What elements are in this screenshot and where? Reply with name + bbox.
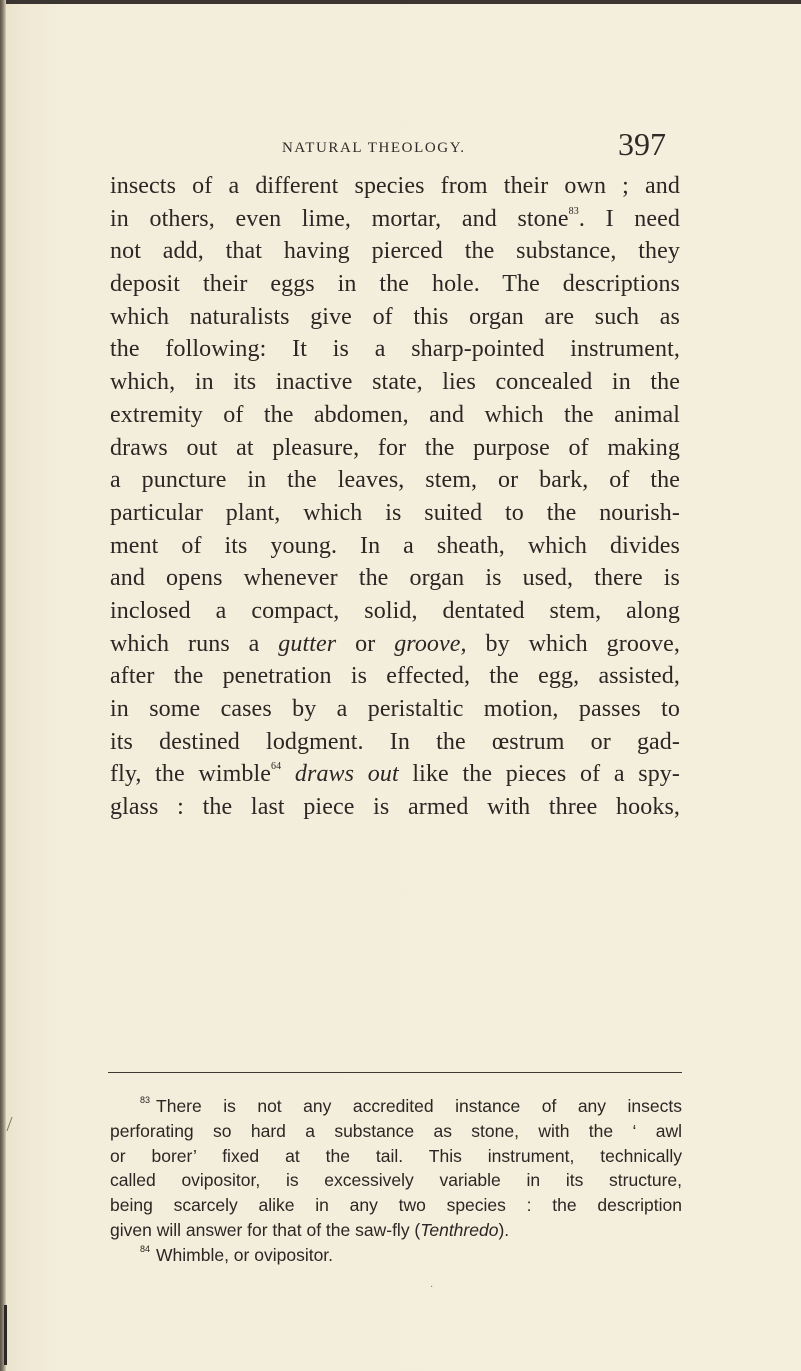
text-line: particular plant, which is suited to the nourish- bbox=[110, 499, 680, 526]
text-line: extremity of the abdomen, and which the animal bbox=[110, 401, 680, 428]
footnotes bbox=[110, 1094, 682, 1268]
text-line: which, in its inactive state, lies concealed in the bbox=[110, 369, 680, 396]
page-top-edge bbox=[0, 0, 801, 4]
text-line: the following: It is a sharp-pointed instrument, bbox=[110, 336, 680, 363]
text-line bbox=[110, 758, 680, 791]
footnote-ref: 64 bbox=[271, 761, 282, 773]
text-line: insects of a different species from their own ; and bbox=[110, 173, 680, 199]
page-header bbox=[282, 126, 682, 166]
text-line bbox=[110, 628, 680, 661]
italic-term: groove, bbox=[394, 630, 467, 657]
text-line: a puncture in the leaves, stem, or bark, of the bbox=[110, 467, 680, 494]
footnote-line: or borer’ fixed at the tail. This instrument, technically bbox=[110, 1145, 682, 1166]
footnote-line bbox=[110, 1218, 682, 1243]
stray-ink-mark: · bbox=[430, 1282, 434, 1293]
text-segment: by which groove, bbox=[466, 630, 680, 657]
footnote-text: ). bbox=[498, 1219, 510, 1240]
text-line: draws out at pleasure, for the purpose of making bbox=[110, 434, 680, 461]
page-number: 397 bbox=[618, 126, 666, 162]
text-segment: fly, the wimble bbox=[110, 761, 272, 788]
footnote-text: Whimble, or ovipositor. bbox=[156, 1244, 334, 1265]
text-segment: like the pieces of a spy- bbox=[398, 761, 680, 788]
footnote-line bbox=[110, 1094, 682, 1119]
footnote-line bbox=[110, 1243, 682, 1268]
text-segment: or bbox=[336, 630, 395, 657]
spine-mark bbox=[4, 1305, 7, 1365]
footnote-ref: 83 bbox=[568, 205, 579, 217]
text-segment: which runs a bbox=[110, 630, 260, 657]
text-line: and opens whenever the organ is used, there is bbox=[110, 565, 680, 592]
footnote-line: perforating so hard a substance as stone, with the ‘ awl bbox=[110, 1120, 682, 1141]
text-line: which naturalists give of this organ are such as bbox=[110, 303, 680, 330]
footnote-line: being scarcely alike in any two species : the description bbox=[110, 1195, 682, 1216]
footnote-marker: 83 bbox=[140, 1095, 151, 1105]
text-segment: in others, even lime, mortar, and stone bbox=[110, 205, 569, 232]
margin-pencil-mark bbox=[6, 1117, 16, 1131]
text-line: after the penetration is effected, the egg, assisted, bbox=[110, 663, 680, 690]
book-spine-shadow bbox=[0, 0, 6, 1371]
text-line: its destined lodgment. In the œstrum or gad- bbox=[110, 728, 680, 755]
italic-term: gutter bbox=[278, 630, 337, 657]
text-line: not add, that having pierced the substance, they bbox=[110, 238, 680, 265]
text-line: inclosed a compact, solid, dentated stem, along bbox=[110, 597, 680, 624]
body-text bbox=[110, 170, 680, 824]
footnote-line: called ovipositor, is excessively variable in its structure, bbox=[110, 1170, 682, 1191]
footnote-rule bbox=[108, 1072, 682, 1073]
footnote-text: given will answer for that of the saw-fly ( bbox=[110, 1219, 421, 1240]
text-line bbox=[110, 203, 680, 236]
text-line: deposit their eggs in the hole. The descriptions bbox=[110, 271, 680, 298]
text-line: in some cases by a peristaltic motion, passes to bbox=[110, 696, 680, 722]
running-head: NATURAL THEOLOGY. bbox=[282, 140, 466, 156]
italic-term: Tenthredo bbox=[420, 1219, 499, 1240]
text-segment: . I need bbox=[578, 205, 680, 232]
text-line: ment of its young. In a sheath, which divides bbox=[110, 532, 680, 559]
footnote-marker: 84 bbox=[140, 1243, 151, 1254]
text-line: glass : the last piece is armed with three hooks, bbox=[110, 794, 680, 821]
footnote-text: There is not any accredited instance of any insects bbox=[156, 1096, 682, 1116]
italic-term: draws out bbox=[294, 761, 399, 788]
